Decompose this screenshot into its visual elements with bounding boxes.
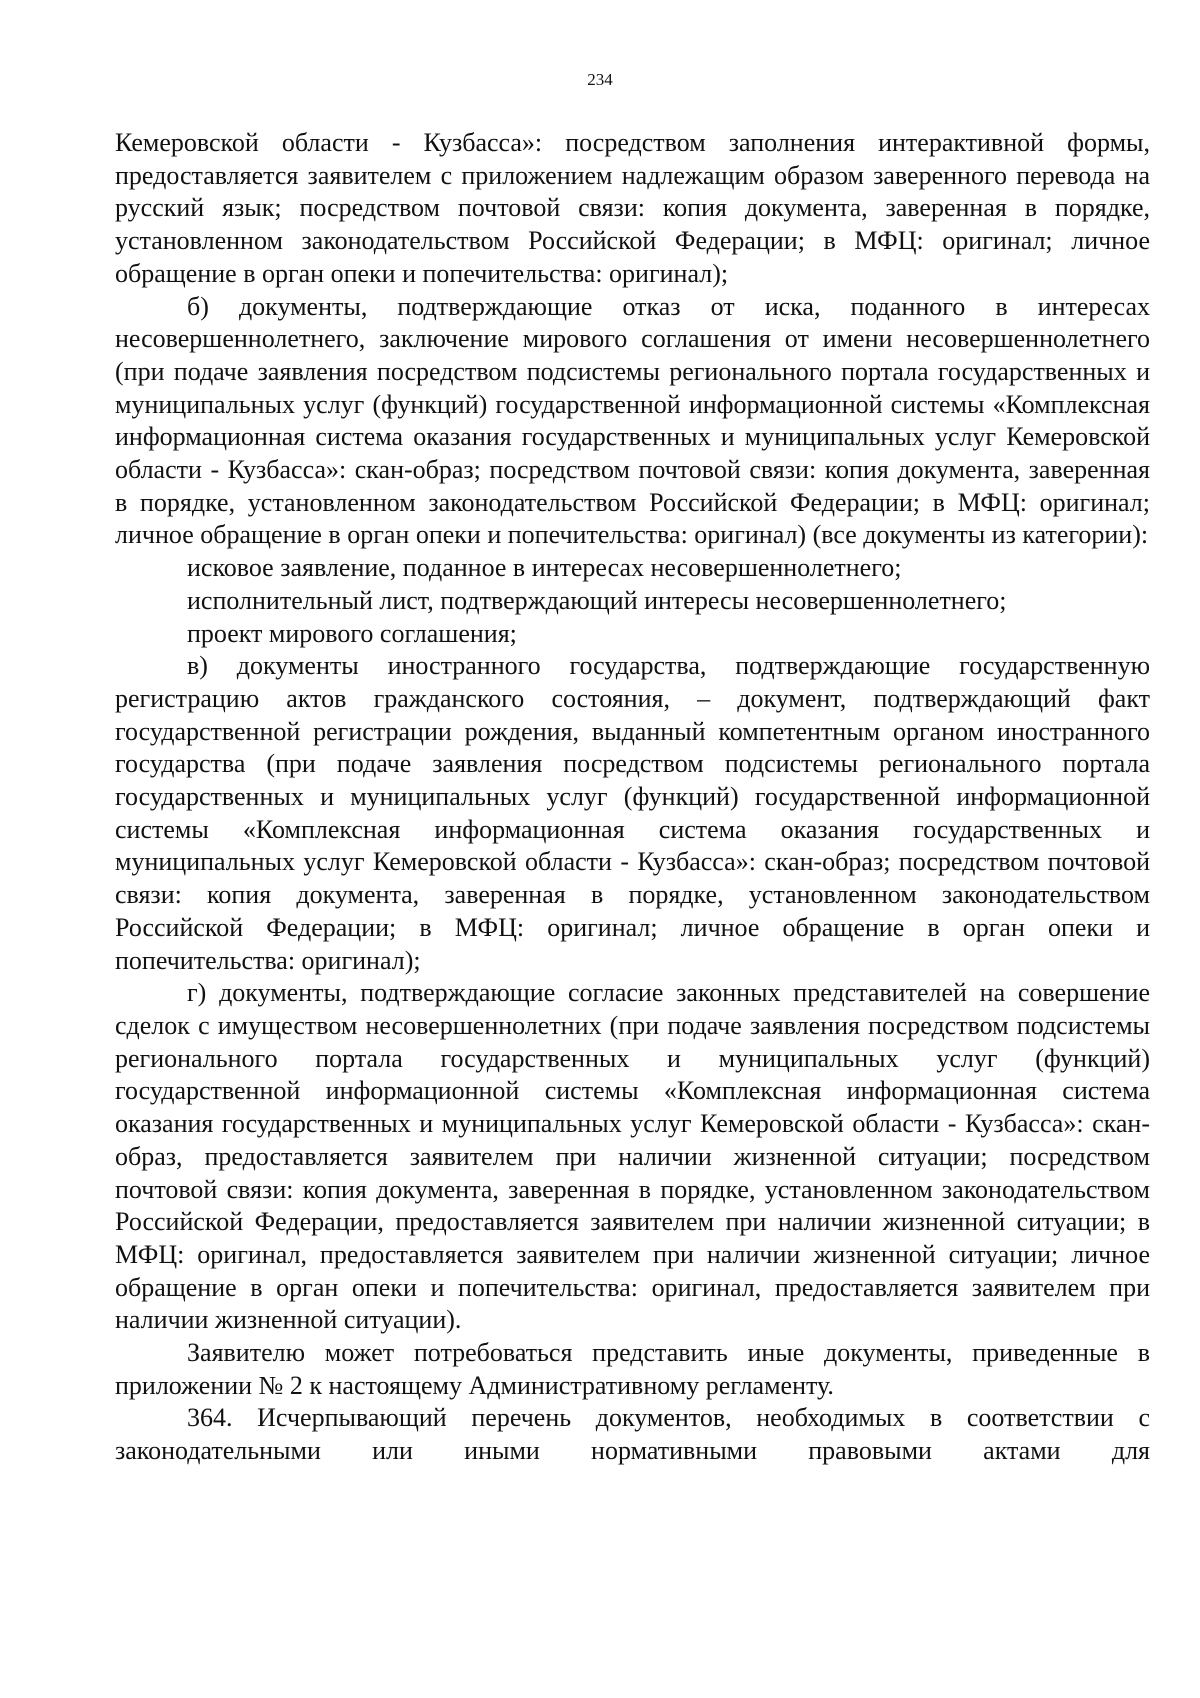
list-item-claim: исковое заявление, поданное в интересах несовершеннолетнего; [187,553,902,583]
paragraph-continuation: Кемеровской области - Кузбасса»: посредством заполнения интерактивной формы, предоставляется заявителем с приложением надлежащим образом заверенного перевода на русский язык; посредством почтовой связи: копия документа, заверенная в порядке, установленном законодательством Российской Федерации; в МФЦ: оригинал; личное обращение в орган опеки и попечительства: оригинал); [115,128,1150,288]
paragraph-other-documents: Заявителю может потребоваться представить иные документы, приведенные в приложении № 2 к настоящему Административному регламенту. [115,1338,1150,1400]
list-item-settlement: проект мирового соглашения; [187,618,517,648]
paragraph-item-b: б) документы, подтверждающие отказ от иска, поданного в интересах несовершеннолетнего, заключение мирового соглашения от имени несовершеннолетнего (при подаче заявления посредством подсистемы регионального портала государственных и муниципальных услуг (функций) государственной информационной системы «Комплексная информационная система оказания государственных и муниципальных услуг Кемеровской области - Кузбасса»: скан-образ; посредством почтовой связи: копия документа, заверенная в порядке, установленном законодательством Российской Федерации; в МФЦ: оригинал; личное обращение в орган опеки и попечительства: оригинал) (все документы из категории): [115,291,1150,550]
list-item-writ: исполнительный лист, подтверждающий интересы несовершеннолетнего; [187,585,1007,615]
paragraph-364: 364. Исчерпывающий перечень документов, необходимых в соответствии с законодательными или иными нормативными правовыми актами для [115,1403,1150,1466]
paragraph-item-v: в) документы иностранного государства, подтверждающие государственную регистрацию актов гражданского состояния, – документ, подтверждающий факт государственной регистрации рождения, выданный компетентным органом иностранного государства (при подаче заявления посредством подсистемы регионального портала государственных и муниципальных услуг (функций) государственной информационной системы «Комплексная информационная система оказания государственных и муниципальных услуг Кемеровской области - Кузбасса»: скан-образ; посредством почтовой связи: копия документа, заверенная в порядке, установленном законодательством Российской Федерации; в МФЦ: оригинал; личное обращение в орган опеки и попечительства: оригинал); [115,651,1150,975]
document-body [115,127,1150,1468]
page-number: 234 [587,70,613,89]
paragraph-item-g: г) документы, подтверждающие согласие законных представителей на совершение сделок с имуществом несовершеннолетних (при подаче заявления посредством подсистемы регионального портала государственных и муниципальных услуг (функций) государственной информационной системы «Комплексная информационная система оказания государственных и муниципальных услуг Кемеровской области - Кузбасса»: скан-образ, предоставляется заявителем при наличии жизненной ситуации; посредством почтовой связи: копия документа, заверенная в порядке, установленном законодательством Российской Федерации, предоставляется заявителем при наличии жизненной ситуации; в МФЦ: оригинал, предоставляется заявителем при наличии жизненной ситуации; личное обращение в орган опеки и попечительства: оригинал, предоставляется заявителем при наличии жизненной ситуации). [115,978,1150,1335]
